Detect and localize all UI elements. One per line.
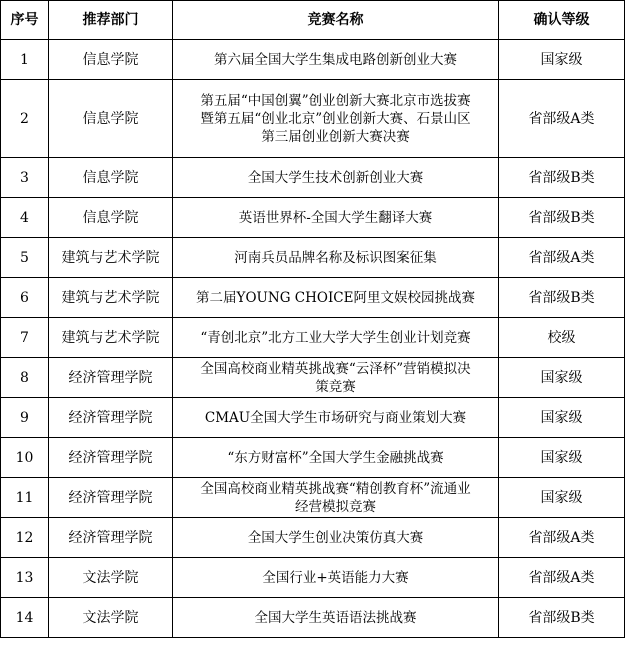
- table-row: [1, 40, 625, 80]
- competition-name-line: “青创北京”北方工业大学大学生创业计划竞赛: [200, 329, 471, 346]
- competition-name-line: 第二届YOUNG CHOICE阿里文娱校园挑战赛: [196, 289, 475, 306]
- table-body: [1, 40, 625, 638]
- competition-name-line: 策竞赛: [315, 378, 356, 395]
- table-row: [1, 358, 625, 398]
- table-row: [1, 518, 625, 558]
- competition-name-line: 全国高校商业精英挑战赛“云泽杯”营销模拟决: [200, 360, 471, 377]
- header-level: 确认等级: [499, 1, 625, 40]
- row-number: 6: [1, 278, 49, 318]
- competition-name-line: 英语世界杯-全国大学生翻译大赛: [238, 209, 433, 226]
- row-competition-name: [173, 40, 499, 80]
- row-department: 建筑与艺术学院: [49, 278, 173, 318]
- row-department: 经济管理学院: [49, 398, 173, 438]
- row-number: 12: [1, 518, 49, 558]
- row-number: 1: [1, 40, 49, 80]
- row-number: 2: [1, 80, 49, 158]
- header-name: 竞赛名称: [173, 1, 499, 40]
- table-row: [1, 558, 625, 598]
- row-competition-name: [173, 598, 499, 638]
- row-number: 5: [1, 238, 49, 278]
- competition-name-line: 全国大学生英语语法挑战赛: [254, 609, 417, 626]
- competition-name-line: 全国行业+英语能力大赛: [262, 569, 409, 586]
- competition-name-line: 第五届“中国创翼”创业创新大赛北京市选拔赛: [200, 92, 471, 109]
- row-competition-name: [173, 478, 499, 518]
- row-level: 国家级: [499, 478, 625, 518]
- row-department: 信息学院: [49, 40, 173, 80]
- row-level: 省部级B类: [499, 278, 625, 318]
- header-dept: 推荐部门: [49, 1, 173, 40]
- competition-name-line: CMAU全国大学生市场研究与商业策划大赛: [204, 409, 467, 426]
- row-department: 信息学院: [49, 198, 173, 238]
- row-department: 经济管理学院: [49, 518, 173, 558]
- row-level: 校级: [499, 318, 625, 358]
- row-competition-name: [173, 238, 499, 278]
- table-row: [1, 158, 625, 198]
- row-competition-name: [173, 198, 499, 238]
- row-competition-name: [173, 438, 499, 478]
- row-department: 建筑与艺术学院: [49, 318, 173, 358]
- row-department: 经济管理学院: [49, 438, 173, 478]
- table-row: [1, 238, 625, 278]
- competition-name-line: “东方财富杯”全国大学生金融挑战赛: [227, 449, 444, 466]
- table-row: [1, 318, 625, 358]
- competition-name-line: 全国大学生创业决策仿真大赛: [247, 529, 424, 546]
- row-competition-name: [173, 278, 499, 318]
- row-competition-name: [173, 318, 499, 358]
- row-department: 文法学院: [49, 598, 173, 638]
- row-number: 3: [1, 158, 49, 198]
- table-row: [1, 478, 625, 518]
- row-level: 省部级B类: [499, 598, 625, 638]
- row-department: 经济管理学院: [49, 478, 173, 518]
- row-number: 9: [1, 398, 49, 438]
- row-number: 11: [1, 478, 49, 518]
- row-number: 14: [1, 598, 49, 638]
- table-row: [1, 598, 625, 638]
- row-department: 建筑与艺术学院: [49, 238, 173, 278]
- competition-name-line: 全国大学生技术创新创业大赛: [247, 169, 424, 186]
- row-number: 13: [1, 558, 49, 598]
- row-competition-name: [173, 398, 499, 438]
- row-competition-name: [173, 558, 499, 598]
- row-level: 省部级B类: [499, 158, 625, 198]
- table-row: [1, 438, 625, 478]
- row-level: 国家级: [499, 398, 625, 438]
- row-competition-name: [173, 158, 499, 198]
- row-department: 信息学院: [49, 158, 173, 198]
- competition-name-line: 全国高校商业精英挑战赛“精创教育杯”流通业: [200, 480, 471, 497]
- row-department: 文法学院: [49, 558, 173, 598]
- row-competition-name: [173, 80, 499, 158]
- row-level: 国家级: [499, 40, 625, 80]
- row-number: 8: [1, 358, 49, 398]
- row-level: 国家级: [499, 438, 625, 478]
- row-number: 10: [1, 438, 49, 478]
- row-level: 省部级A类: [499, 80, 625, 158]
- header-no: 序号: [1, 1, 49, 40]
- row-number: 7: [1, 318, 49, 358]
- competition-name-line: 河南兵员品牌名称及标识图案征集: [234, 249, 437, 266]
- row-level: 省部级A类: [499, 518, 625, 558]
- row-level: 国家级: [499, 358, 625, 398]
- row-competition-name: [173, 358, 499, 398]
- table-row: [1, 278, 625, 318]
- row-number: 4: [1, 198, 49, 238]
- row-department: 经济管理学院: [49, 358, 173, 398]
- competition-name-line: 暨第五届“创业北京”创业创新大赛、石景山区: [200, 110, 471, 127]
- table-row: [1, 398, 625, 438]
- competition-name-line: 经营模拟竞赛: [295, 498, 376, 515]
- row-level: 省部级A类: [499, 558, 625, 598]
- row-competition-name: [173, 518, 499, 558]
- row-department: 信息学院: [49, 80, 173, 158]
- competition-name-line: 第六届全国大学生集成电路创新创业大赛: [214, 51, 457, 68]
- row-level: 省部级A类: [499, 238, 625, 278]
- row-level: 省部级B类: [499, 198, 625, 238]
- competition-name-line: 第三届创业创新大赛决赛: [261, 128, 410, 145]
- table-row: [1, 80, 625, 158]
- table-row: [1, 198, 625, 238]
- header-row: [1, 1, 625, 40]
